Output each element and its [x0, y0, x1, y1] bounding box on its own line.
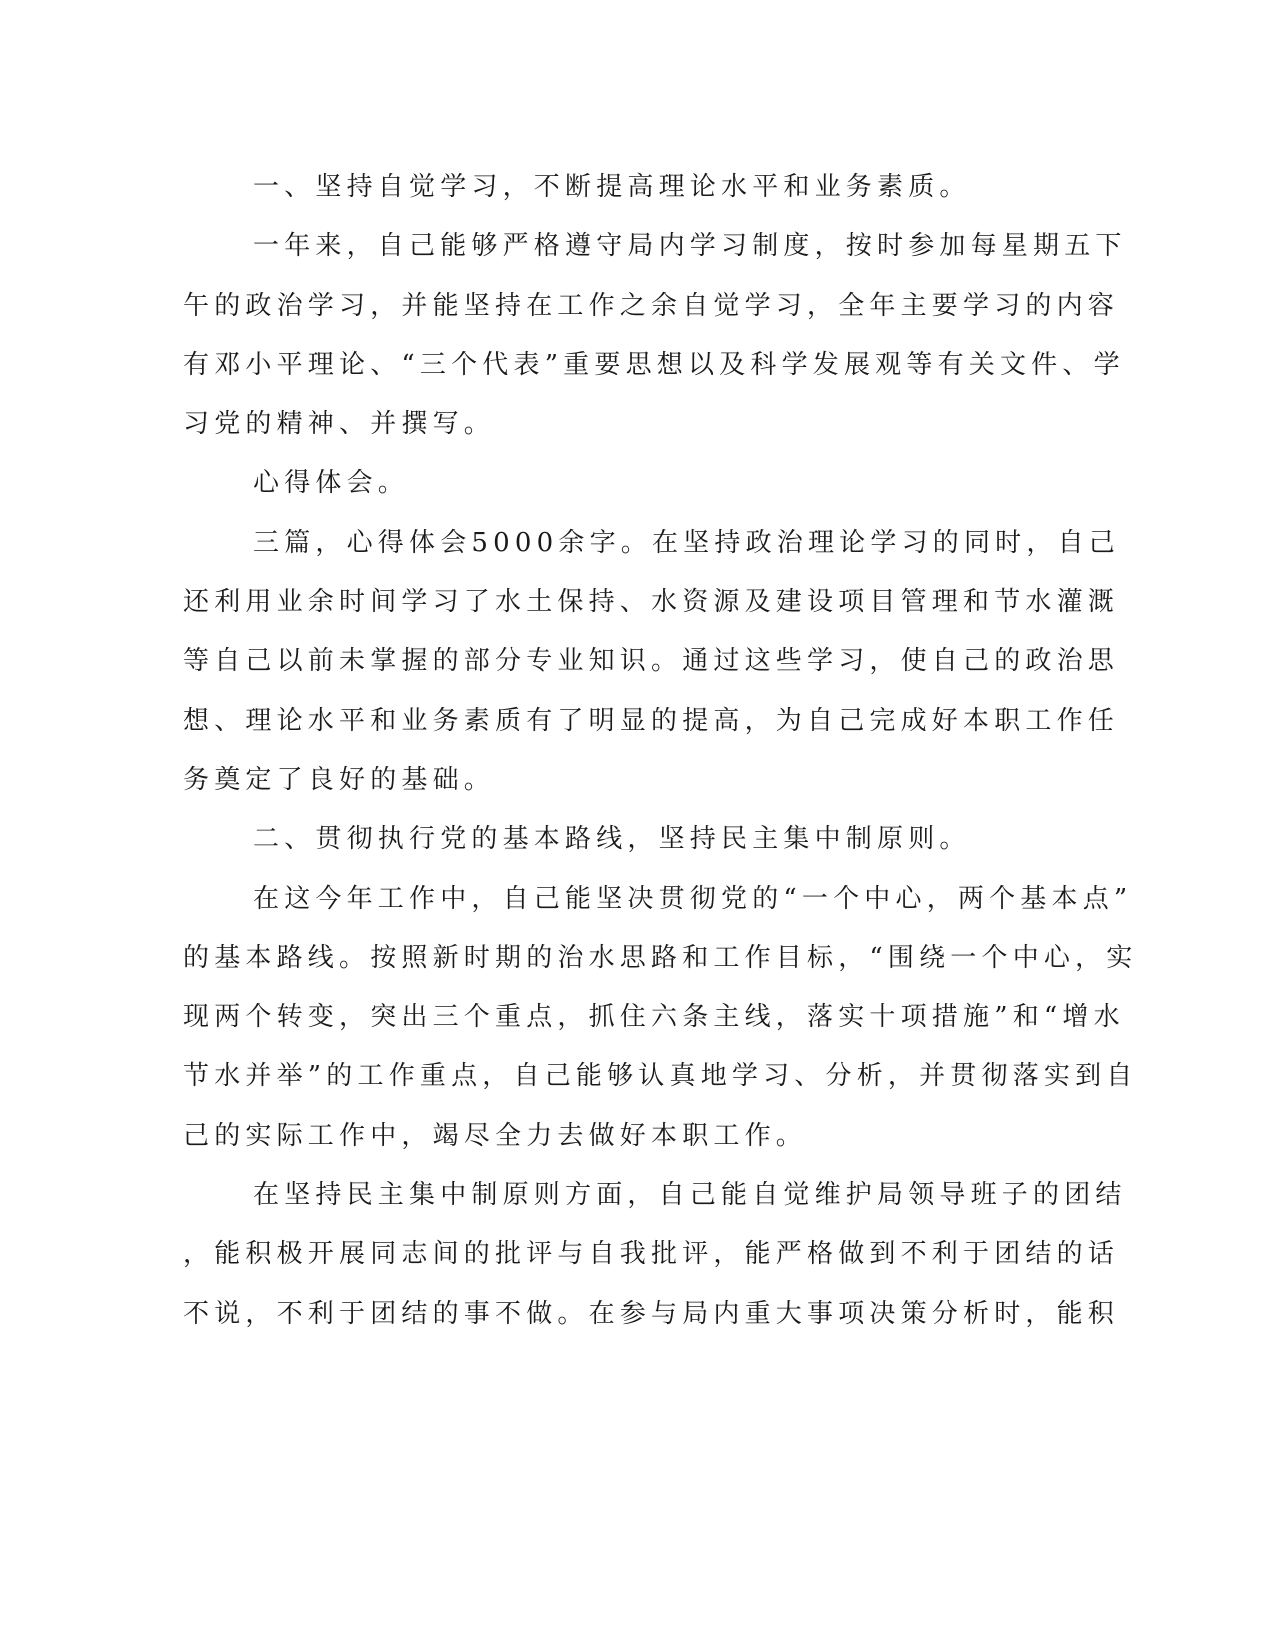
document-body [183, 158, 1138, 1344]
paragraph [183, 217, 1127, 454]
text-line: 一年来，自己能够严格遵守局内学习制度，按时参加每星期五下 [253, 231, 1127, 262]
text-line: ，能积极开展同志间的批评与自我批评，能严格做到不利于团结的话 [183, 1239, 1120, 1270]
paragraph [183, 514, 1120, 810]
text-line: 二、贯彻执行党的基本路线，坚持民主集中制原则。 [253, 824, 971, 855]
text-line: 三篇，心得体会5000余字。在坚持政治理论学习的同时，自己 [253, 527, 1120, 558]
text-line: 等自己以前未掌握的部分专业知识。通过这些学习，使自己的政治思 [183, 646, 1120, 677]
text-line: 现两个转变，突出三个重点，抓住六条主线，落实十项措施”和“增水 [183, 1002, 1125, 1033]
paragraph [183, 870, 1138, 1166]
text-line: 一、坚持自觉学习，不断提高理论水平和业务素质。 [253, 172, 971, 202]
text-line: 己的实际工作中，竭尽全力去做好本职工作。 [183, 1120, 808, 1151]
text-line: 务奠定了良好的基础。 [183, 764, 496, 795]
paragraph [183, 1166, 1127, 1344]
text-line: 午的政治学习，并能坚持在工作之余自觉学习，全年主要学习的内容 [183, 290, 1120, 321]
text-line: 在这今年工作中，自己能坚决贯彻党的“一个中心，两个基本点” [253, 883, 1133, 914]
text-line: 在坚持民主集中制原则方面，自己能自觉维护局领导班子的团结 [253, 1180, 1127, 1211]
text-line: 的基本路线。按照新时期的治水思路和工作目标，“围绕一个中心，实 [183, 942, 1138, 973]
paragraph [183, 454, 1033, 513]
text-line: 习党的精神、并撰写。 [183, 409, 496, 440]
text-line: 想、理论水平和业务素质有了明显的提高，为自己完成好本职工作任 [183, 705, 1120, 736]
text-line: 还利用业余时间学习了水土保持、水资源及建设项目管理和节水灌溉 [183, 587, 1120, 618]
paragraph-heading-2 [183, 810, 1033, 869]
text-line: 心得体会。 [253, 468, 410, 499]
paragraph-heading-1 [183, 158, 1033, 217]
text-line: 节水并举”的工作重点，自己能够认真地学习、分析，并贯彻落实到自 [183, 1061, 1138, 1092]
text-line: 有邓小平理论、“三个代表”重要思想以及科学发展观等有关文件、学 [183, 349, 1125, 380]
text-line: 不说，不利于团结的事不做。在参与局内重大事项决策分析时，能积 [183, 1298, 1120, 1329]
